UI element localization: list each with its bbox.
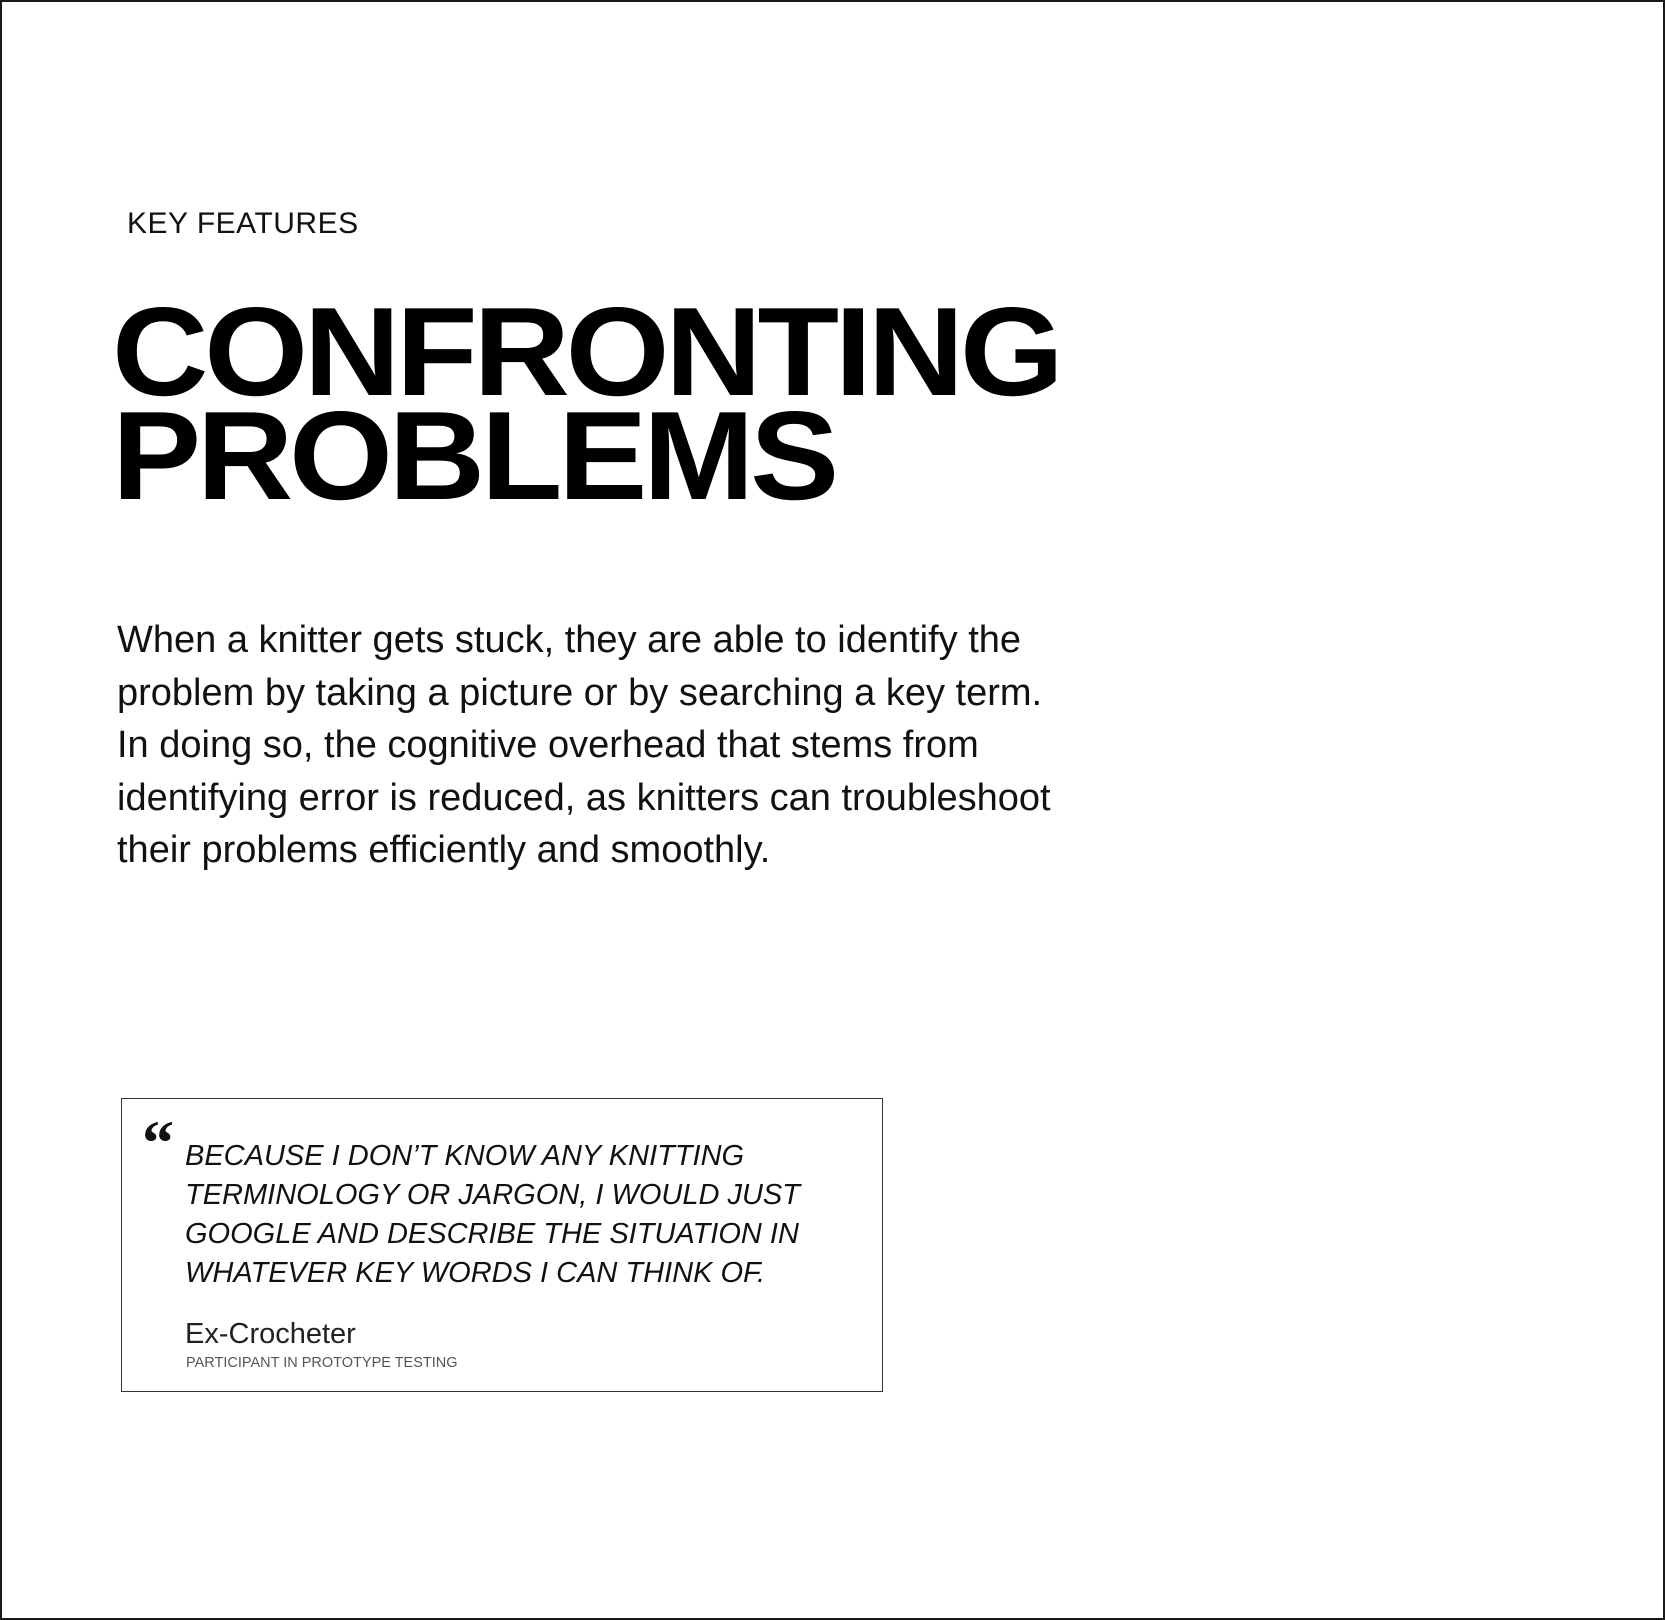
testimonial-author-role: PARTICIPANT IN PROTOTYPE TESTING — [186, 1355, 458, 1371]
page-title-line: CONFRONTING — [112, 281, 1060, 422]
testimonial-card — [121, 1098, 883, 1392]
body-line: When a knitter gets stuck, they are able to identify the — [117, 619, 1022, 661]
quote-line: WHATEVER KEY WORDS I CAN THINK OF. — [185, 1257, 766, 1289]
quote-mark-icon: “ — [142, 1107, 174, 1178]
testimonial-author: Ex-Crocheter — [185, 1318, 356, 1350]
body-line: their problems efficiently and smoothly. — [117, 829, 771, 871]
body-paragraph — [117, 614, 1197, 877]
body-line: In doing so, the cognitive overhead that stems from — [117, 724, 979, 766]
body-line: identifying error is reduced, as knitters can troubleshoot — [117, 776, 1051, 819]
page-title — [112, 281, 1060, 526]
quote-line: BECAUSE I DON’T KNOW ANY KNITTING — [185, 1140, 745, 1172]
quote-line: GOOGLE AND DESCRIBE THE SITUATION IN — [185, 1218, 799, 1250]
quote-line: TERMINOLOGY OR JARGON, I WOULD JUST — [185, 1179, 800, 1211]
page-title-line: PROBLEMS — [112, 385, 835, 526]
section-label: KEY FEATURES — [127, 207, 359, 240]
body-line: problem by taking a picture or by searching a key term. — [117, 671, 1043, 714]
testimonial-quote — [185, 1137, 800, 1293]
